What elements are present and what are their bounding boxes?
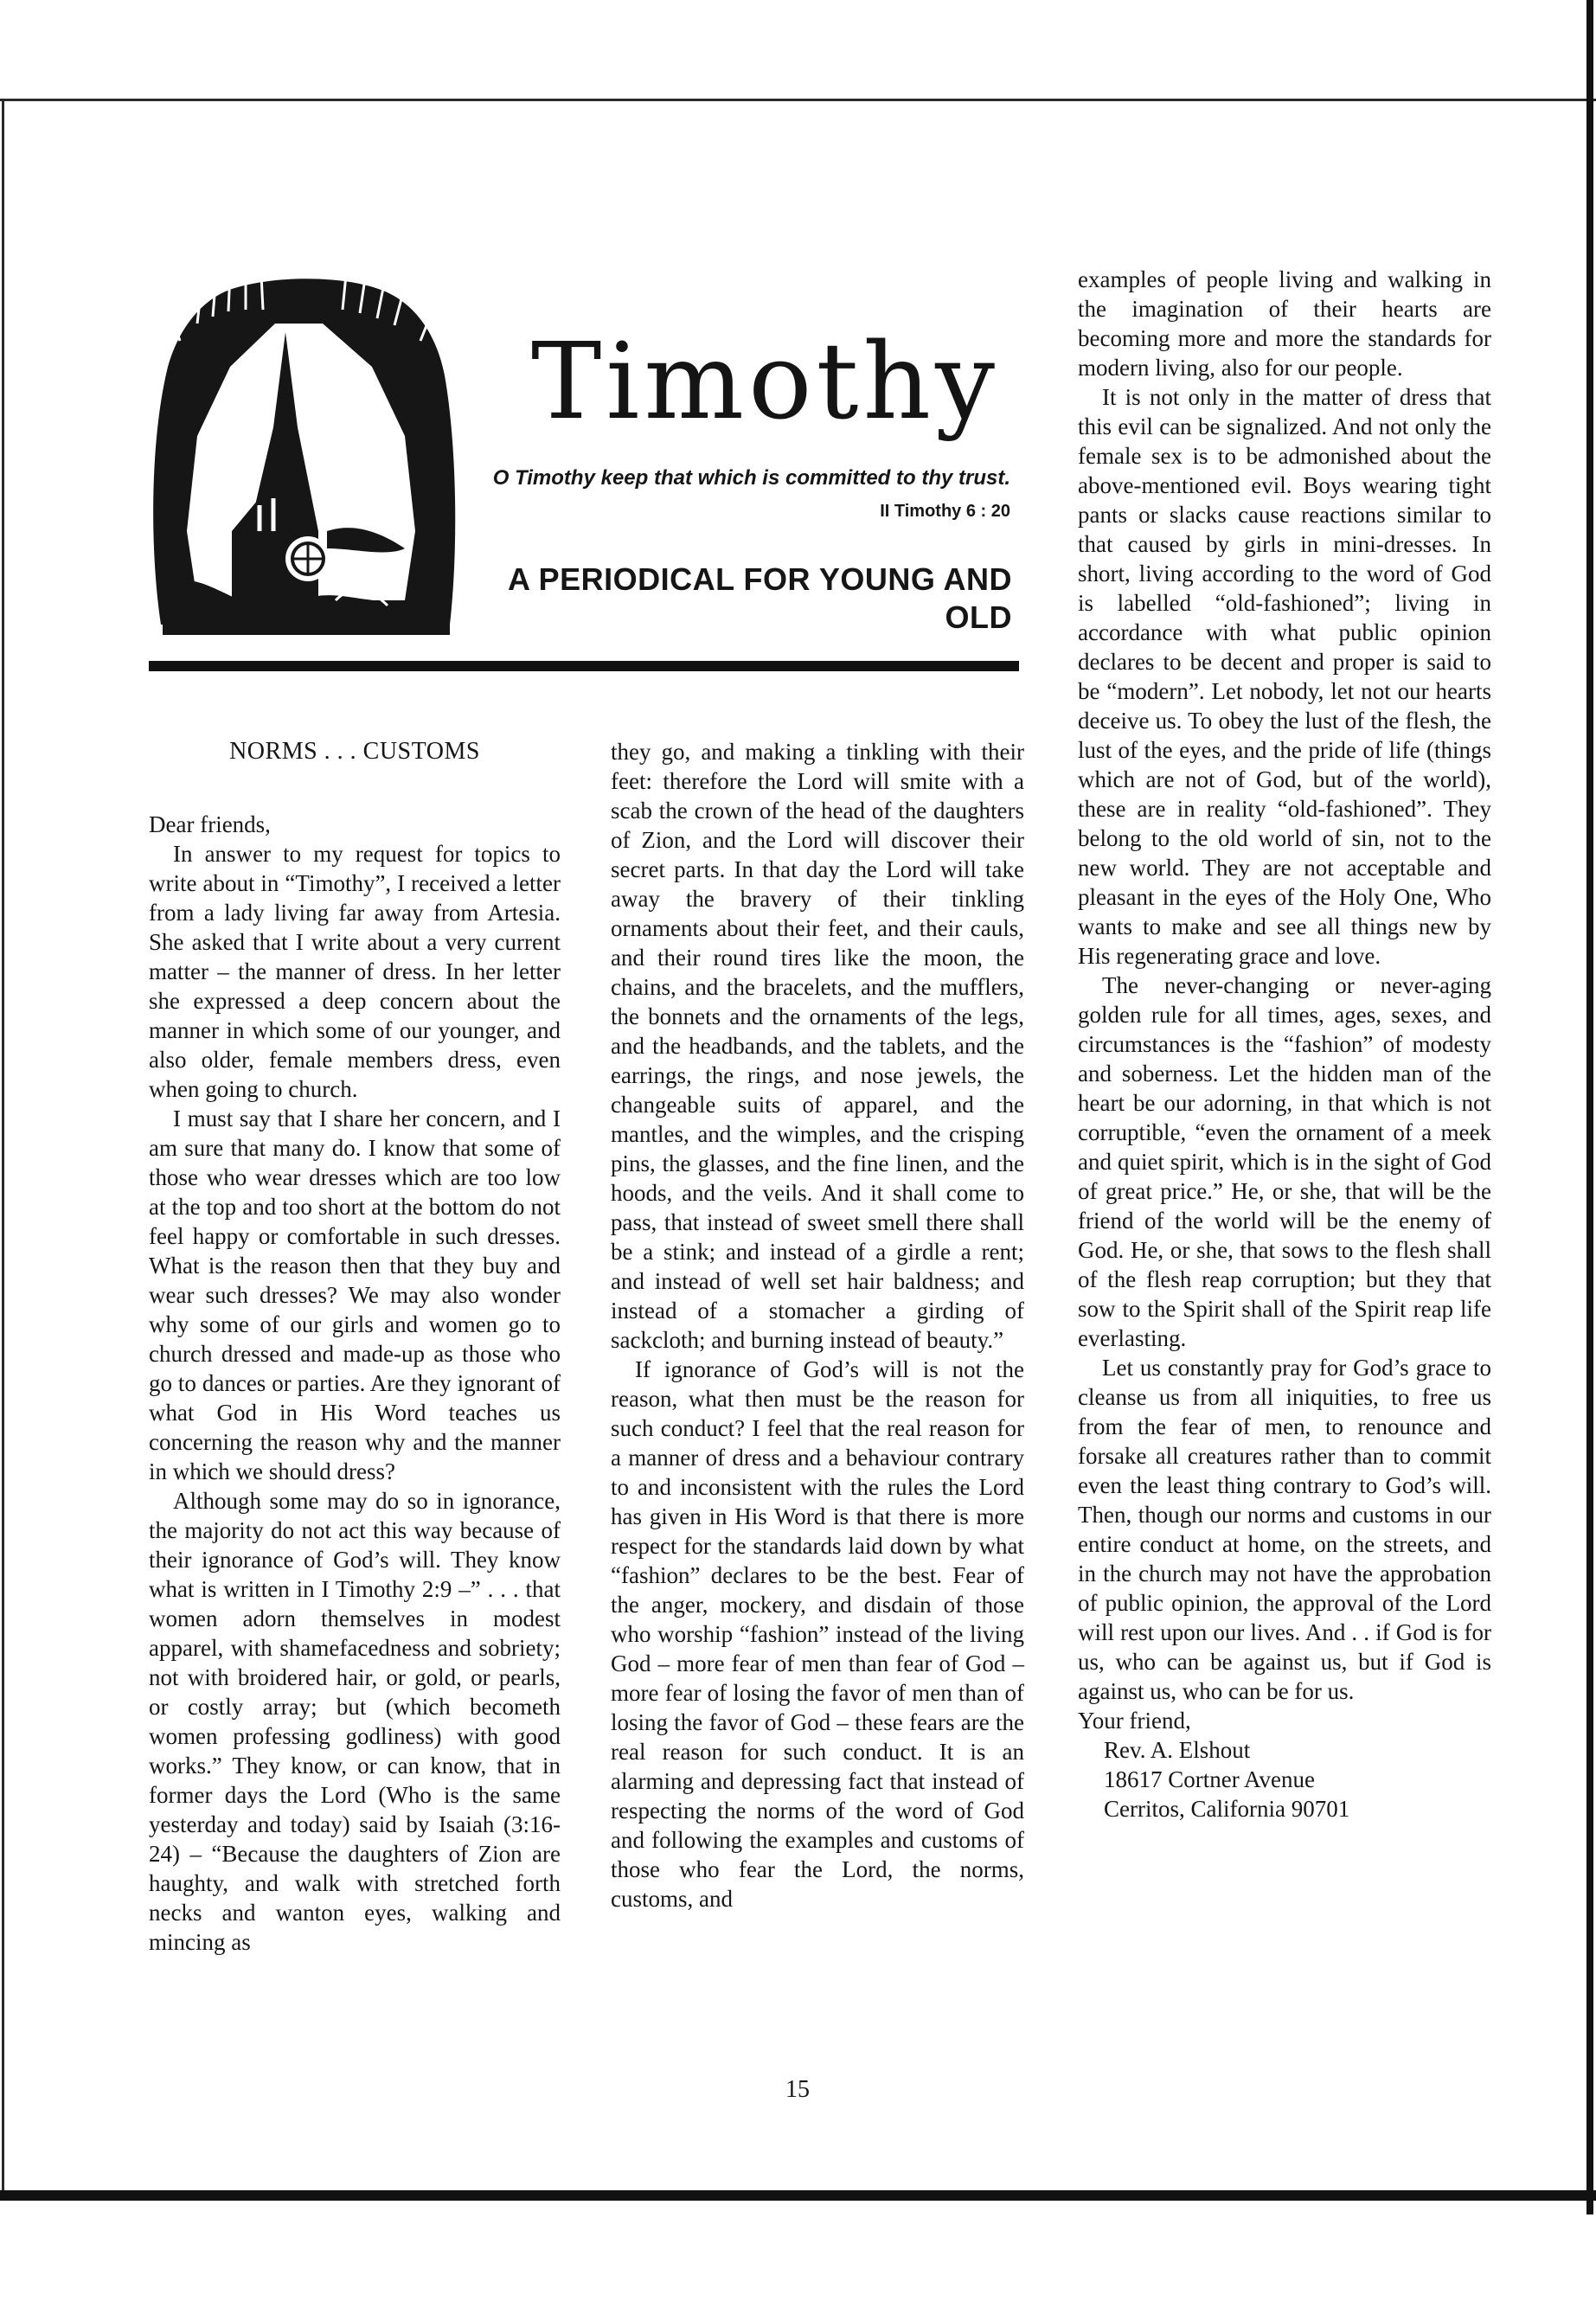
paragraph: Although some may do so in ignorance, the majority do not act this way because of their ignorance of God’s will. They know what is written in I Timothy 2:9 –” . . . that women adorn themselves in modest apparel, with shamefacedness and sobriety; not with broidered hair, or gold, or pearls, or costly array; but (which becometh women professing godliness) with good works.” They know, or can know, that in former days the Lord (Who is the same yesterday and today) said by Isaiah (3:16-24) – “Because the daughters of Zion are haughty, and walk with stretched forth necks and wanton eyes, walking and mincing as bbox=[149, 1488, 561, 1955]
paragraph: If ignorance of God’s will is not the reason, what then must be the reason for such conduct? I feel that the real reason for a manner of dress and a behaviour contrary to and inconsistent with the rules the Lord has given in His Word is that there is more respect for the standards laid down by what “fashion” declares to be the best. Fear of the anger, mockery, and disdain of those who worship “fashion” instead of the living God – more fear of men than fear of God – more fear of losing the favor of men than of losing the favor of God – these fears are the real reason for such conduct. It is an alarming and depressing fact that instead of respecting the norms of the word of God and following the examples and customs of those who fear the Lord, the norms, customs, and bbox=[611, 1356, 1024, 1912]
article-column-3 bbox=[1078, 265, 1491, 1823]
paragraph: they go, and making a tinkling with their feet: therefore the Lord will smite with a scab the crown of the head of the daughters of Zion, and the Lord will discover their secret parts. In that day the Lord will take away the bravery of their tinkling ornaments about their feet, and their cauls, and their round tires like the moon, the chains, and the bracelets, and the mufflers, the bonnets and the ornaments of the legs, and the headbands, and the tablets, and the earrings, the rings, and nose jewels, the changeable suits of apparel, and the mantles, and the wimples, and the crisping pins, the glasses, and the fine linen, and the hoods, and the veils. And it shall come to pass, that instead of sweet smell there shall be a stink; and instead of a girdle a rent; and instead of well set hair baldness; and instead of a stomacher a girding of sackcloth; and burning instead of beauty.” bbox=[611, 739, 1024, 1353]
paragraph: examples of people living and walking in the imagination of their hearts are becoming more and more the standards for modern living, also for our people. bbox=[1078, 266, 1491, 381]
masthead-reference: II Timothy 6 : 20 bbox=[880, 502, 1010, 521]
signoff-closing: Your friend, bbox=[1078, 1708, 1191, 1734]
signoff bbox=[1078, 1706, 1491, 1823]
signoff-city: Cerritos, California 90701 bbox=[1104, 1796, 1350, 1822]
signoff-name: Rev. A. Elshout bbox=[1104, 1737, 1251, 1763]
paragraph: The never-changing or never-aging golden rule for all times, ages, sexes, and circumstances is the “fashion” of modesty and soberness. Let the hidden man of the heart be our adorning, in that which is not corruptible, “even the ornament of a meek and quiet spirit, which is in the sight of God of great price.” He, or she, that will be the friend of the world will be the enemy of God. He, or she, that sows to the flesh shall of the flesh reap corruption; but they that sow to the Spirit shall of the Spirit reap life everlasting. bbox=[1078, 972, 1491, 1351]
paragraph: Let us constantly pray for God’s grace to cleanse us from all iniquities, to free us from the fear of men, to renounce and forsake all creatures rather than to commit even the least thing contrary to God’s will. Then, though our norms and customs in our entire conduct at home, on the streets, and in the church may not have the approbation of public opinion, the approval of the Lord will rest upon our lives. And . . if God is for us, who can be against us, but if God is against us, who can be for us. bbox=[1078, 1355, 1491, 1704]
masthead-title: Timothy bbox=[531, 320, 1000, 443]
article-title: NORMS . . . CUSTOMS bbox=[229, 738, 480, 765]
paragraph: I must say that I share her concern, and I am sure that many do. I know that some of those who wear dresses which are too low at the top and too short at the bottom do not feel happy or comfortable in such dresses. What is the reason then that they buy and wear such dresses? We may also wonder why some of our girls and women go to church dressed and made-up as those who go to dances or parties. Are they ignorant of what God in His Word teaches us concerning the reason why and the manner in which we should dress? bbox=[149, 1106, 561, 1484]
page-number: 15 bbox=[785, 2076, 810, 2103]
salutation: Dear friends, bbox=[149, 811, 271, 837]
scan-edge-top bbox=[0, 99, 1596, 101]
article-column-2 bbox=[611, 737, 1024, 1913]
article-column-1 bbox=[149, 737, 561, 1957]
church-steeple-woodcut-icon bbox=[145, 272, 464, 635]
scan-edge-bottom bbox=[0, 2190, 1596, 2201]
masthead-motto: O Timothy keep that which is committed to thy trust. bbox=[492, 466, 1010, 490]
paragraph: It is not only in the matter of dress that this evil can be signalized. And not only the female sex is to be admonished about the above-mentioned evil. Boys wearing tight pants or slacks cause reactions similar to that caused by girls in mini-dresses. In short, living according to the word of God is labelled “old-fashioned”; living in accordance with what public opinion declares to be decent and proper is said to be “modern”. Let nobody, let not our hearts deceive us. To obey the lust of the flesh, the lust of the eyes, and the pride of life (things which are not of God, but of the world), these are in reality “old-fashioned”. They belong to the old world of sin, not to the new world. They are not acceptable and pleasant in the eyes of the Holy One, Who wants to make and see all things new by His regenerating grace and love. bbox=[1078, 384, 1491, 969]
masthead-subtitle: A PERIODICAL FOR YOUNG AND OLD bbox=[507, 561, 1012, 635]
scan-edge-right bbox=[1586, 0, 1593, 2214]
signoff-street: 18617 Cortner Avenue bbox=[1104, 1766, 1315, 1792]
paragraph: In answer to my request for topics to write about in “Timothy”, I received a letter from a lady living far away from Artesia. She asked that I write about a very current matter – the manner of dress. In her letter she expressed a deep concern about the manner in which some of our younger, and also older, female members dress, even when going to church. bbox=[149, 841, 561, 1102]
scan-edge-left bbox=[2, 99, 4, 2201]
masthead-rule bbox=[149, 661, 1019, 671]
